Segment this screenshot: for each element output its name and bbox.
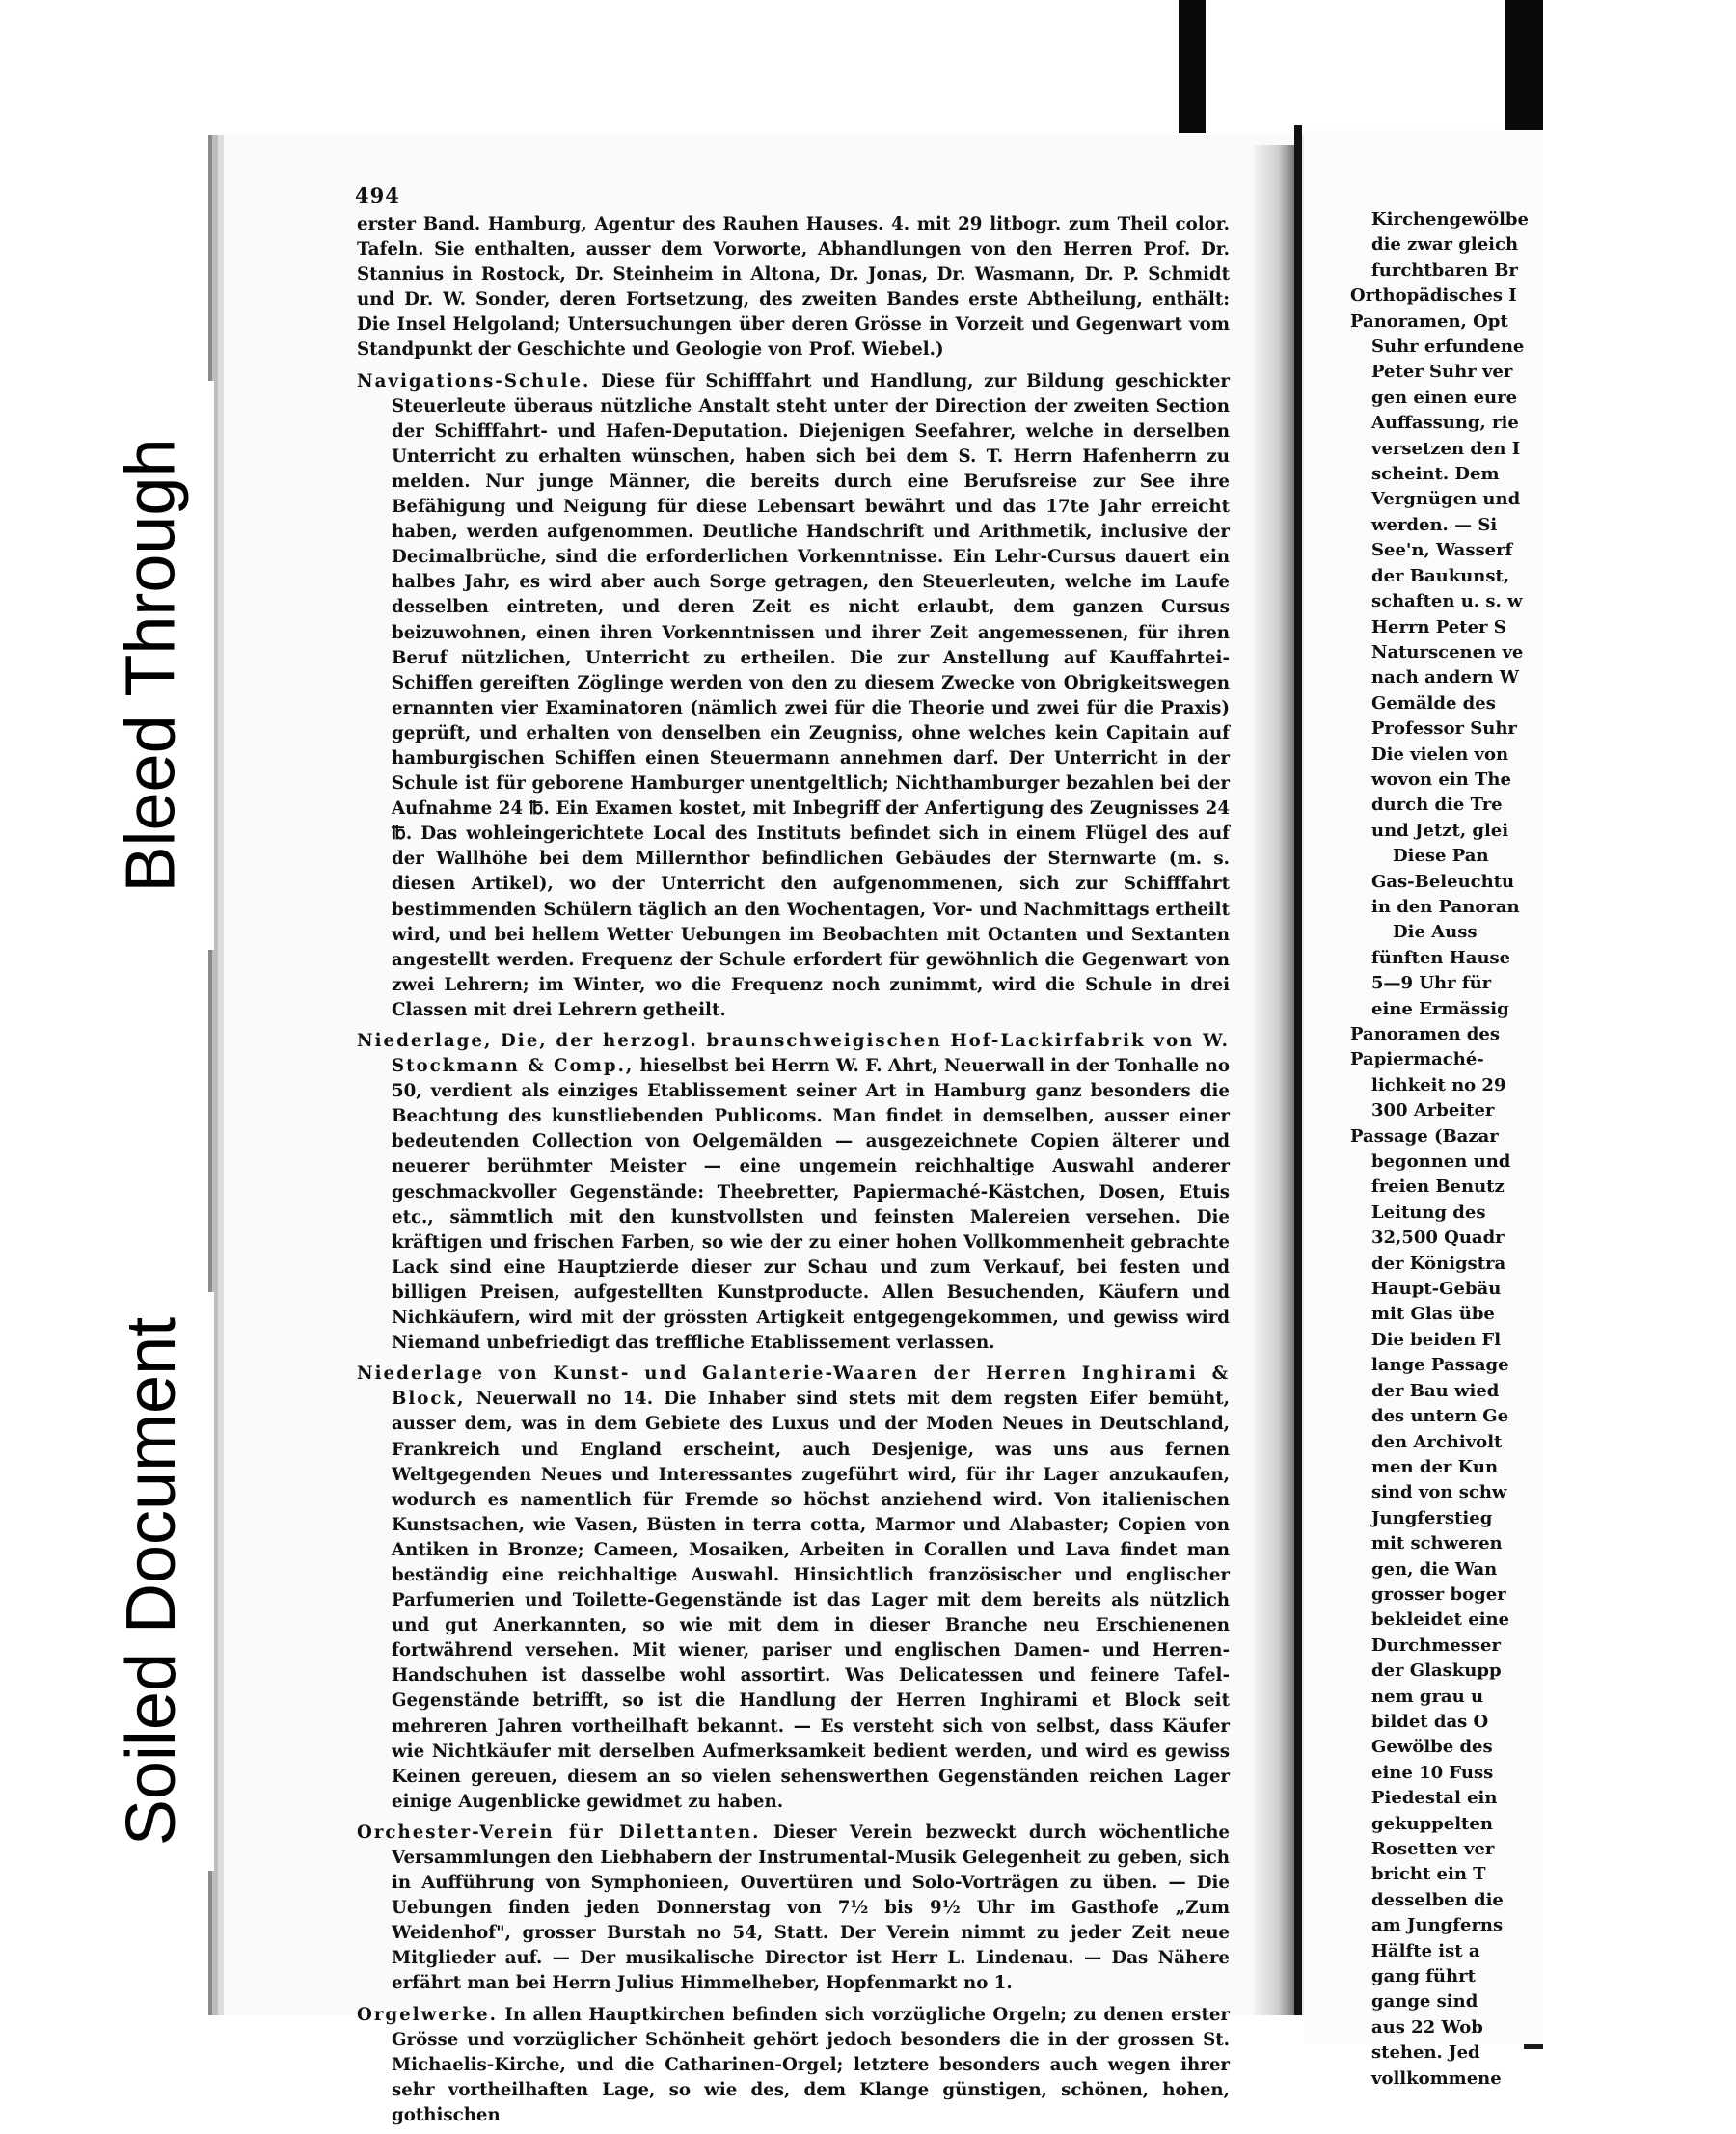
right-page-line: nach andern W: [1371, 667, 1519, 689]
right-page-line: 300 Arbeiter: [1371, 1100, 1495, 1121]
right-page-line: schaften u. s. w: [1371, 591, 1523, 612]
book-spine: [1294, 125, 1302, 2015]
right-page-line: gange sind: [1371, 1991, 1478, 2012]
right-page-line: Haupt-Gebäu: [1371, 1279, 1502, 1300]
page-number: 494: [355, 183, 400, 207]
right-page-line: gen, die Wan: [1371, 1558, 1498, 1580]
right-page-line: lichkeit no 29: [1371, 1074, 1506, 1095]
right-page-line: Gewölbe des: [1371, 1737, 1493, 1758]
right-page-line: desselben die: [1371, 1889, 1504, 1910]
page-gutter-shadow: [1254, 145, 1294, 2015]
right-page-line: Durchmesser: [1371, 1634, 1501, 1656]
entry-0: [357, 212, 1230, 364]
right-page-line: der Königstra: [1371, 1253, 1506, 1274]
right-page-line: Panoramen des: [1350, 1024, 1500, 1044]
right-page-line: Kirchengewölbe: [1371, 209, 1529, 230]
right-page-line: freien Benutz: [1371, 1176, 1505, 1198]
right-page-text: [1350, 207, 1736, 2092]
right-page-line: men der Kun: [1371, 1456, 1499, 1477]
right-page-line: den Archivolt: [1371, 1431, 1503, 1452]
entry-heading: Orchester-Verein für Dilettanten.: [357, 1822, 761, 1843]
right-page-line: vollkommene: [1371, 2067, 1502, 2089]
right-page-line: durch die Tre: [1371, 795, 1503, 816]
entry-body: Neuerwall no 14. Die Inhaber sind stets mit dem regsten Eifer bemüht, ausser dem, was in dem Gebiete des Luxus und der Moden Neues in Deutschland, Frankreich und England erscheint, auch Desjenige, was uns aus fernen Weltgegenden Neues und Interessantes zugeführt wird, für ihr Lager anzukaufen, wodurch es namentlich für Fremde so höchst anziehend wird. Von italienischen Kunstsachen, wie Vasen, Büsten in terra cotta, Marmor und Alabaster; Copien von Antiken in Bronze; Cameen, Mosaiken, Arbeiten in Corallen und Lava findet man beständig eine reichhaltige Auswahl. Hinsichtlich französischer und englischer Parfumerien und Toilette-Gegenstände ist das Lager mit dem bereits als nützlich und gut Anerkannten, so wie mit dem in dieser Branche neu Erschienenen fortwährend versehen. Mit wiener, pariser und englischen Damen- und Herren-Handschuhen ist dasselbe wohl assortirt. Was Delicatessen und feinere Tafel-Gegenstände betrifft, so ist die Handlung der Herren Inghirami et Block seit mehreren Jahren vortheilhaft bekannt. — Es versteht sich von selbst, dass Käufer wie Nichtkäufer mit derselben Aufmerksamkeit bedient werden, und wird es gewiss Keinen gereuen, diesem an so vielen sehenswerthen Gegenständen reichen Lager einige Augenblicke gewidmet zu haben.: [392, 1389, 1230, 1812]
entry-body: hieselbst bei Herrn W. F. Ahrt, Neuerwall in der Tonhalle no 50, verdient als einziges Etablissement seiner Art in Hamburg ganz besonders die Beachtung des kunstliebenden Publicoms. Man findet in demselben, ausser einer bedeutenden Collection von Oelgemälden — ausgezeichnete Copien älterer und neuerer berühmter Meister — eine ungemein reichhaltige Auswahl anderer geschmackvoller Gegenstände: Theebretter, Papiermaché-Kästchen, Dosen, Etuis etc., sämmtlich mit den kunstvollsten und feinsten Malereien versehen. Die kräftigen und frischen Farben, so wie der zu einer hohen Vollkommenheit gebrachte Lack sind eine Hauptzierde dieser zur Schau und zum Verkauf, bei festen und billigen Preisen, aufgestellten Kunstproducte. Allen Besuchenden, Käufern und Nichkäufern, wird mit der grössten Artigkeit entgegengekommen, und gewiss wird Niemand unbefriedigt das treffliche Etablissement verlassen.: [392, 1056, 1230, 1354]
entry-4: [357, 1821, 1230, 1997]
right-page-line: eine 10 Fuss: [1371, 1762, 1494, 1783]
right-page-line: mit schweren: [1371, 1533, 1503, 1554]
right-page-line: des untern Ge: [1371, 1406, 1509, 1427]
right-page-line: Passage (Bazar: [1350, 1125, 1499, 1147]
right-page-line: Rosetten ver: [1371, 1839, 1495, 1859]
right-page-line: See'n, Wasserf: [1371, 540, 1513, 561]
right-page-line: bricht ein T: [1371, 1864, 1486, 1885]
right-page-line: Gemälde des: [1371, 692, 1496, 714]
entry-body: erster Band. Hamburg, Agentur des Rauhen Hauses. 4. mit 29 litbogr. zum Theil color. Tafeln. Sie enthalten, ausser dem Vorworte, Abhandlungen von den Herren Prof. Dr. Stannius in Rostock, Dr. Steinheim in Altona, Dr. Jonas, Dr. Wasmann, Dr. P. Schmidt und Dr. W. Sonder, deren Fortsetzung, des zweiten Bandes erste Abtheilung, enthält: Die Insel Helgoland; Untersuchungen über deren Grösse in Vorzeit und Gegenwart vom Standpunkt der Geschichte und Geologie von Prof. Wiebel.): [357, 214, 1230, 361]
right-page-line: Leitung des: [1371, 1202, 1486, 1223]
right-page-line: Professor Suhr: [1371, 718, 1517, 740]
right-page-line: der Bau wied: [1371, 1380, 1500, 1401]
entry-heading: Niederlage, Die, der herzogl. braunschweigischen Hof-Lackirfabrik von W. Stockmann & Comp.,: [357, 1031, 1230, 1077]
right-page-line: Jungferstieg: [1371, 1507, 1493, 1528]
right-page-line: gekuppelten: [1371, 1813, 1493, 1834]
right-page-line: lange Passage: [1371, 1355, 1509, 1376]
right-page-line: Peter Suhr ver: [1371, 362, 1513, 383]
right-page-line: Herrn Peter S: [1371, 616, 1506, 637]
scanner-edge-right: [1505, 0, 1543, 130]
right-page-line: 5—9 Uhr für: [1371, 973, 1492, 994]
right-page-line: Hälfte ist a: [1371, 1940, 1480, 1961]
bleed-through-label-text: Bleed Through: [113, 438, 190, 893]
right-page-line: fünften Hause: [1371, 947, 1511, 968]
scanner-edge-top: [1179, 0, 1206, 133]
right-page-line: begonnen und: [1371, 1151, 1511, 1173]
right-page-line: Piedestal ein: [1371, 1788, 1498, 1809]
right-page-line: 32,500 Quadr: [1371, 1228, 1505, 1249]
entry-1: [357, 369, 1230, 1023]
right-page-line: wovon ein The: [1371, 769, 1511, 790]
right-page-line: am Jungferns: [1371, 1915, 1504, 1936]
right-page-line: gang führt: [1371, 1966, 1476, 1987]
entry-heading: Navigations-Schule.: [357, 370, 591, 392]
right-page-line: die zwar gleich: [1371, 234, 1519, 256]
right-page-line: bekleidet eine: [1371, 1609, 1510, 1631]
right-page-line: Orthopädisches I: [1350, 285, 1517, 307]
entry-body: Dieser Verein bezweckt durch wöchentliche Versammlungen den Liebhabern der Instrumental-Musik Gelegenheit zu geben, sich in Aufführung von Symphonieen, Ouvertüren und Solo-Vorträgen zu üben. — Die Uebungen finden jeden Donnerstag von 7½ bis 9½ Uhr im Gasthofe „Zum Weidenhof", grosser Burstah no 54, Statt. Der Verein nimmt zu jeder Zeit neue Mitglieder auf. — Der musikalische Director ist Herr L. Lindenau. — Das Nähere erfährt man bei Herrn Julius Himmelheber, Hopfenmarkt no 1.: [392, 1822, 1230, 1994]
right-page-line: Vergnügen und: [1371, 489, 1521, 510]
right-page-line: und Jetzt, glei: [1371, 820, 1509, 841]
right-page-line: Die vielen von: [1371, 743, 1509, 765]
right-page-line: werden. — Si: [1371, 514, 1498, 535]
right-page-line: bildet das O: [1371, 1711, 1489, 1732]
entry-heading: Orgelwerke.: [357, 2004, 498, 2025]
entry-body: In allen Hauptkirchen befinden sich vorzügliche Orgeln; zu denen erster Grösse und vorzüglicher Schönheit gehört jedoch besonders die in der grossen St. Michaelis-Kirche, und die Catharinen-Orgel; letztere besonders auch wegen ihrer sehr vortheilhaften Lage, so wie des, dem Klange günstigen, schönen, hohen, gothischen: [392, 2004, 1230, 2125]
soiled-document-label-text: Soiled Document: [113, 1316, 191, 1847]
right-page-line: Papiermaché-: [1350, 1049, 1484, 1070]
bleed-through-label: [89, 381, 214, 950]
right-page-line: mit Glas übe: [1371, 1304, 1495, 1325]
right-page-line: Die Auss: [1393, 922, 1478, 943]
right-page-line: Die beiden Fl: [1371, 1329, 1502, 1350]
right-page-line: versetzen den I: [1371, 438, 1521, 459]
right-page-line: Naturscenen ve: [1371, 641, 1524, 662]
right-page-line: der Baukunst,: [1371, 565, 1510, 586]
right-page-line: Gas-Beleuchtu: [1371, 871, 1515, 892]
right-page-line: der Glaskupp: [1371, 1661, 1502, 1682]
entry-2: [357, 1029, 1230, 1356]
soiled-document-label: [89, 1292, 214, 1871]
entry-body: Diese für Schifffahrt und Handlung, zur Bildung geschickter Steuerleute überaus nützliche Anstalt steht unter der Direction der zweiten Section der Schifffahrt- und Hafen-Deputation. Diejenigen Seefahrer, welche in derselben Unterricht zu erhalten wünschen, haben sich bei dem S. T. Herrn Hafenherrn zu melden. Nur junge Männer, die bereits durch eine Berufsreise zur See ihre Befähigung und Neigung für diese Lebensart bewährt und das 17te Jahr erreicht haben, werden aufgenommen. Deutliche Handschrift und Arithmetik, inclusive der Decimalbrüche, sind die erforderlichen Vorkenntnisse. Ein Lehr-Cursus dauert ein halbes Jahr, es wird aber auch Sorge getragen, den Steuerleuten, welche im Laufe desselben eintreten, und deren Zeit es nicht erlaubt, dem ganzen Cursus beizuwohnen, einen ihren Vorkenntnissen und ihrer Zeit angemessenen, für ihren Beruf nützlichen, Unterricht zu ertheilen. Die zur Anstellung auf Kauffahrtei-Schiffen gereiften Zöglinge werden von den zu diesem Zwecke von Obrigkeitswegen ernannten vier Examinatoren (nämlich zwei für die Theorie und zwei für die Praxis) geprüft, und erhalten von denselben ein Zeugniss, ohne welches kein Capitain auf hamburgischen Schiffen einen Steuermann annehmen darf. Der Unterricht in der Schule ist für geborene Hamburger unentgeltlich; Nichthamburger bezahlen bei der Aufnahme 24 ℔. Ein Examen kostet, mit Inbegriff der Anfertigung des Zeugnisses 24 ℔. Das wohleingerichtete Local des Instituts befindet sich in einem Flügel des auf der Wallhöhe bei dem Millernthor befindlichen Gebäudes der Sternwarte (m. s. diesen Artikel), wo der Unterricht den aufgenommenen, sich zur Schifffahrt bestimmenden Schülern täglich an den Wochentagen, Vor- und Nachmittags ertheilt wird, und bei hellem Wetter Uebungen im Beobachten mit Octanten und Sextanten angestellt werden. Frequenz der Schule erfordert für gewöhnlich die Gegenwart von zwei Lehrern; im Winter, wo die Frequenz noch zunimmt, wird die Schule in drei Classen mit drei Lehrern getheilt.: [392, 370, 1230, 1020]
right-page-line: eine Ermässig: [1371, 998, 1509, 1019]
right-page-line: Suhr erfundene: [1371, 337, 1525, 358]
right-page-line: Diese Pan: [1393, 846, 1489, 867]
right-page-line: furchtbaren Br: [1371, 259, 1518, 281]
right-page-line: aus 22 Wob: [1371, 2016, 1483, 2038]
right-page-line: sind von schw: [1371, 1482, 1507, 1503]
entry-3: [357, 1362, 1230, 1815]
right-page-line: gen einen eure: [1371, 387, 1518, 408]
right-page-line: in den Panoran: [1371, 896, 1520, 917]
page-text-column: [357, 212, 1230, 2134]
right-page-line: nem grau u: [1371, 1686, 1484, 1707]
entry-heading: Niederlage von Kunst- und Galanterie-Waaren der Herren Inghirami & Block,: [357, 1364, 1230, 1410]
book-page-right: [1304, 130, 1543, 2089]
right-page-line: Auffassung, rie: [1371, 413, 1519, 434]
entry-5: [357, 2003, 1230, 2128]
right-page-line: grosser boger: [1371, 1583, 1506, 1605]
right-page-line: scheint. Dem: [1371, 464, 1500, 485]
right-page-line: stehen. Jed: [1371, 2042, 1480, 2064]
right-page-line: Panoramen, Opt: [1350, 311, 1508, 332]
